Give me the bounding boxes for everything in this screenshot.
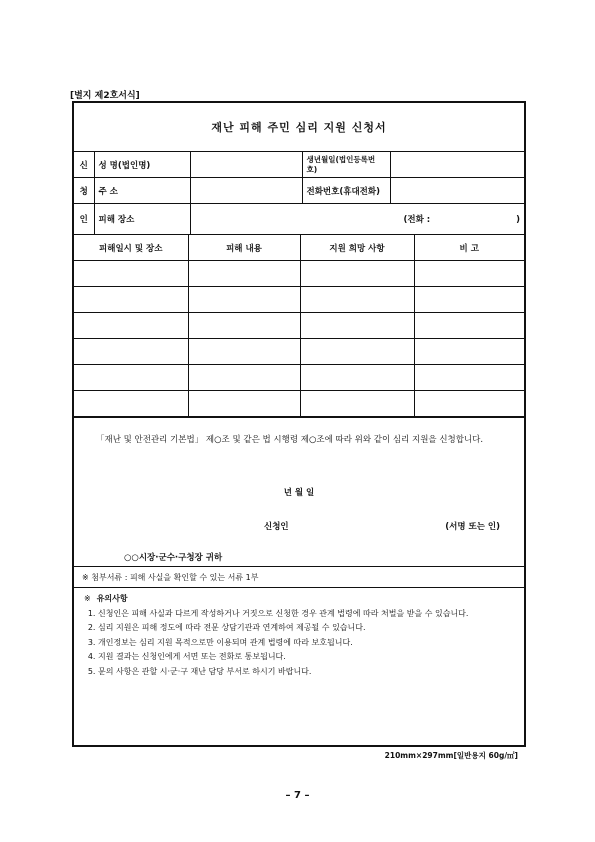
detail-cell[interactable] — [74, 261, 188, 287]
declaration-text: 「재난 및 안전관리 기본법」 제○조 및 같은 법 시행령 제○조에 따라 위와 같이 심리 지원을 신청합니다. — [96, 435, 484, 445]
detail-header-support: 지원 희망 사항 — [300, 235, 414, 261]
detail-cell[interactable] — [414, 391, 524, 417]
detail-cell[interactable] — [300, 339, 414, 365]
table-row — [74, 261, 524, 287]
contact-suffix-open: (전화 : — [403, 215, 431, 225]
list-item: 4. 지원 결과는 신청인에게 서면 또는 전화로 통보됩니다. — [98, 650, 514, 665]
applicant-side-label-3: 인 — [74, 204, 94, 235]
detail-cell[interactable] — [300, 391, 414, 417]
attachment-note: ※ 첨부서류 : 피해 사실을 확인할 수 있는 서류 1부 — [74, 566, 524, 588]
applicant-side-label-2: 청 — [74, 178, 94, 204]
detail-cell[interactable] — [74, 391, 188, 417]
addressee: ○○시장·군수·구청장 귀하 — [124, 553, 223, 563]
detail-cell[interactable] — [414, 261, 524, 287]
paper-size-footer: 210mm×297mm[일반용지 60g/㎡] — [384, 751, 518, 760]
form-title: 재난 피해 주민 심리 지원 신청서 — [74, 103, 524, 152]
form-number-tag: [별지 제2호서식] — [70, 91, 140, 101]
declaration-date[interactable]: 년 월 일 — [283, 488, 315, 498]
detail-cell[interactable] — [188, 261, 300, 287]
detail-header-location: 피해일시 및 장소 — [74, 235, 188, 261]
table-row — [74, 365, 524, 391]
applicant-side-label-1: 신 — [74, 152, 94, 178]
list-item: 3. 개인정보는 심리 지원 목적으로만 이용되며 관계 법령에 따라 보호됩니다. — [98, 636, 514, 651]
detail-cell[interactable] — [300, 287, 414, 313]
list-item: 2. 심리 지원은 피해 정도에 따라 전문 상담기관과 연계하여 제공될 수 있습니다. — [98, 621, 514, 636]
detail-cell[interactable] — [74, 287, 188, 313]
contact-field[interactable] — [190, 204, 524, 235]
application-form — [72, 101, 526, 747]
address-label: 주 소 — [94, 178, 190, 204]
detail-cell[interactable] — [414, 365, 524, 391]
detail-header-remarks: 비 고 — [414, 235, 524, 261]
list-item: 1. 신청인은 피해 사실과 다르게 작성하거나 거짓으로 신청한 경우 관계 법령에 따라 처벌을 받을 수 있습니다. — [98, 607, 514, 622]
phone-label: 전화번호(휴대전화) — [302, 178, 390, 204]
table-row — [74, 313, 524, 339]
list-item: 5. 문의 사항은 관할 시·군·구 재난 담당 부서로 하시기 바랍니다. — [98, 665, 514, 680]
detail-cell[interactable] — [74, 313, 188, 339]
detail-cell[interactable] — [414, 339, 524, 365]
notes-title: 유의사항 — [96, 594, 128, 603]
page-number: – 7 – — [285, 790, 310, 801]
detail-header-damage: 피해 내용 — [188, 235, 300, 261]
detail-cell[interactable] — [188, 287, 300, 313]
detail-cell[interactable] — [414, 287, 524, 313]
detail-cell[interactable] — [300, 313, 414, 339]
detail-cell[interactable] — [300, 261, 414, 287]
detail-cell[interactable] — [74, 339, 188, 365]
detail-cell[interactable] — [414, 313, 524, 339]
name-label: 성 명(법인명) — [94, 152, 190, 178]
address-field[interactable] — [190, 178, 302, 204]
contact-label: 피해 장소 — [94, 204, 190, 235]
detail-cell[interactable] — [74, 365, 188, 391]
notes-section: ※ 유의사항 1. 신청인은 피해 사실과 다르게 작성하거나 거짓으로 신청한 경우 관계 법령에 따라 처벌을 받을 수 있습니다. 2. 심리 지원은 피해 정도에 따라 전문 상담기관과 연계하여 제공될 수 있습니다. 3. 개인정보는 심리 지원 목적으로만 이용되며 관계 법령에 따라 보호됩니다. 4. 지원 결과는 신청인에게 서면 또는 전화로 통보됩니다. 5. 문의 사항은 관할 시·군·구 재난 담당 부서로 하시기 바랍니다. — [74, 588, 524, 679]
name-field[interactable] — [190, 152, 302, 178]
applicant-table — [74, 152, 524, 235]
detail-cell[interactable] — [188, 339, 300, 365]
signature-seal-field[interactable]: (서명 또는 인) — [445, 522, 500, 532]
detail-cell[interactable] — [300, 365, 414, 391]
id-label: 생년월일(법인등록번호) — [302, 152, 390, 178]
table-row — [74, 391, 524, 417]
id-field[interactable] — [390, 152, 524, 178]
table-row — [74, 339, 524, 365]
applicant-signature-label: 신청인 — [264, 522, 289, 532]
table-row — [74, 287, 524, 313]
detail-cell[interactable] — [188, 313, 300, 339]
detail-table — [74, 235, 524, 417]
contact-suffix-close: ) — [516, 215, 520, 225]
phone-field[interactable] — [390, 178, 524, 204]
declaration-section — [74, 417, 524, 566]
detail-cell[interactable] — [188, 391, 300, 417]
detail-cell[interactable] — [188, 365, 300, 391]
